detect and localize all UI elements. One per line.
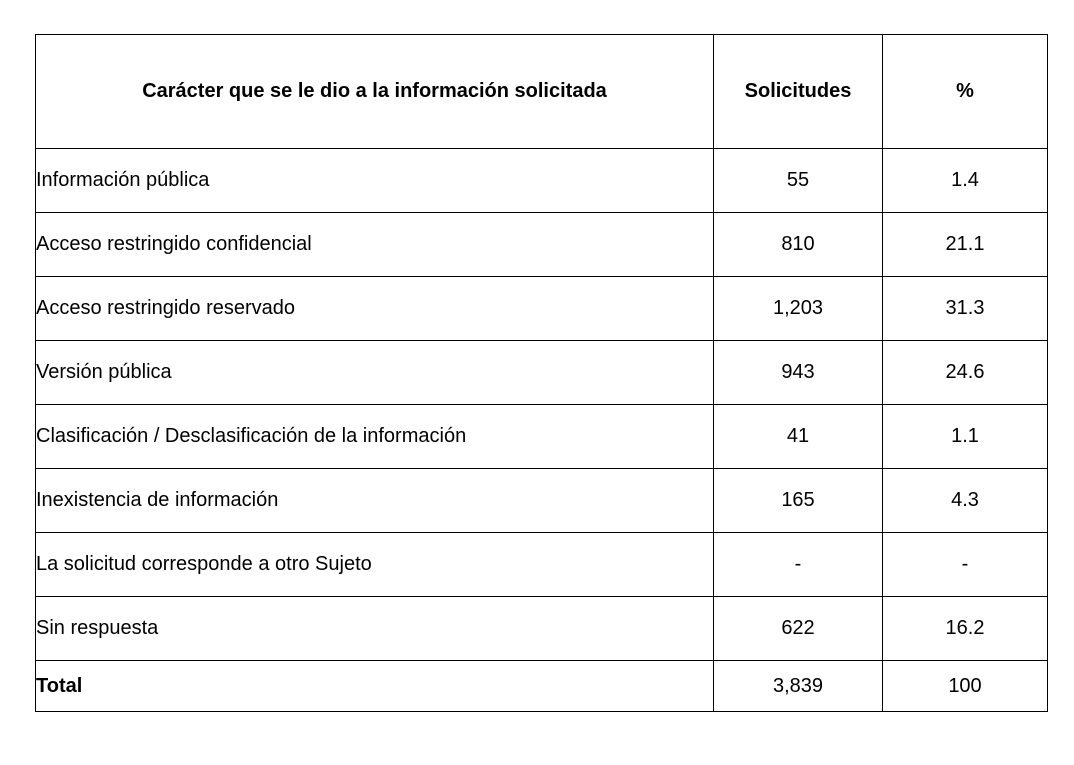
table-row bbox=[36, 469, 1048, 533]
row-requests: 943 bbox=[714, 341, 883, 405]
row-requests: - bbox=[714, 533, 883, 597]
table-row bbox=[36, 405, 1048, 469]
table-row bbox=[36, 277, 1048, 341]
row-requests: 55 bbox=[714, 149, 883, 213]
table-row bbox=[36, 533, 1048, 597]
row-category: Acceso restringido reservado bbox=[36, 277, 714, 341]
request-classification-table bbox=[35, 34, 1048, 712]
row-requests: 165 bbox=[714, 469, 883, 533]
header-requests: Solicitudes bbox=[714, 35, 883, 149]
table-row bbox=[36, 597, 1048, 661]
row-requests: 810 bbox=[714, 213, 883, 277]
header-percent: % bbox=[883, 35, 1048, 149]
row-percent: 16.2 bbox=[883, 597, 1048, 661]
row-category: Sin respuesta bbox=[36, 597, 714, 661]
table-row bbox=[36, 213, 1048, 277]
row-percent: 31.3 bbox=[883, 277, 1048, 341]
row-category: Inexistencia de información bbox=[36, 469, 714, 533]
row-percent: - bbox=[883, 533, 1048, 597]
table-row bbox=[36, 149, 1048, 213]
row-category: Clasificación / Desclasificación de la información bbox=[36, 405, 714, 469]
row-category: La solicitud corresponde a otro Sujeto bbox=[36, 533, 714, 597]
row-category: Versión pública bbox=[36, 341, 714, 405]
total-requests: 3,839 bbox=[714, 661, 883, 712]
row-requests: 41 bbox=[714, 405, 883, 469]
row-percent: 4.3 bbox=[883, 469, 1048, 533]
total-label: Total bbox=[36, 661, 714, 712]
row-category: Acceso restringido confidencial bbox=[36, 213, 714, 277]
row-percent: 1.1 bbox=[883, 405, 1048, 469]
total-percent: 100 bbox=[883, 661, 1048, 712]
row-percent: 21.1 bbox=[883, 213, 1048, 277]
row-percent: 24.6 bbox=[883, 341, 1048, 405]
table-total-row bbox=[36, 661, 1048, 712]
table-row bbox=[36, 341, 1048, 405]
row-percent: 1.4 bbox=[883, 149, 1048, 213]
header-category: Carácter que se le dio a la información solicitada bbox=[36, 35, 714, 149]
row-category: Información pública bbox=[36, 149, 714, 213]
row-requests: 622 bbox=[714, 597, 883, 661]
table-header-row bbox=[36, 35, 1048, 149]
row-requests: 1,203 bbox=[714, 277, 883, 341]
